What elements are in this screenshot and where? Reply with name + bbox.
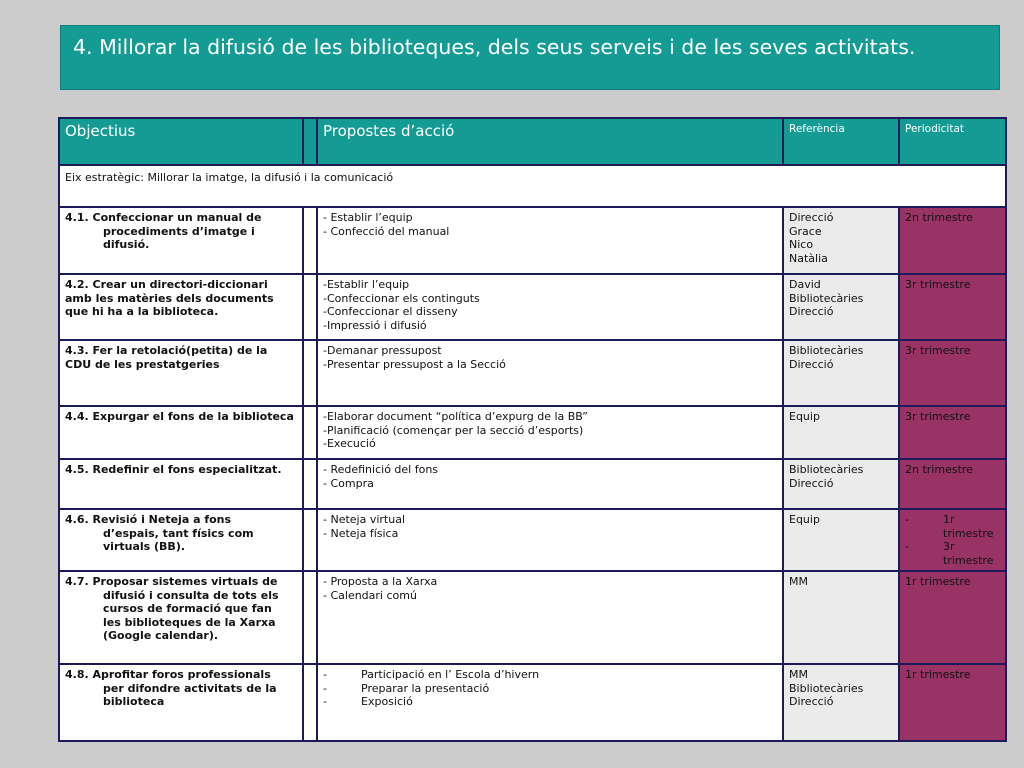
objective-text: 4.6. Revisió i Neteja a fons [65,513,232,526]
actions-cell [317,459,783,509]
objective-text-cont: cursos de formació que fan [103,602,272,615]
reference-name: Direcció [789,357,834,371]
reference-cell [783,571,899,664]
table-row [59,459,1006,509]
periodicity-cell [899,664,1006,741]
action-item: - Neteja física [323,526,399,540]
reference-name: Bibliotecàries [789,344,864,357]
actions-cell [317,571,783,664]
reference-cell [783,509,899,571]
reference-name: Direcció [789,476,834,490]
spacer-cell [303,274,317,340]
periodicity-line: trimestre [943,526,994,540]
action-item: - Proposta a la Xarxa [323,575,438,588]
reference-name: Grace [789,224,822,238]
table-row [59,571,1006,664]
dash-marker: - [323,668,327,681]
objective-text-cont: virtuals (BB). [103,540,186,553]
objective-cell [59,274,303,340]
objective-text-cont: difusió i consulta de tots els [103,588,279,602]
reference-cell [783,459,899,509]
objective-text-cont: per difondre activitats de la [103,681,277,695]
reference-name: Equip [789,410,820,423]
spacer-cell [303,340,317,406]
spacer-cell [303,509,317,571]
spacer-cell [303,406,317,459]
reference-name: Bibliotecàries [789,291,864,305]
reference-name: Bibliotecàries [789,681,864,695]
spacer-cell [303,459,317,509]
table-row [59,274,1006,340]
reference-name: Direcció [789,305,834,318]
objective-cell [59,340,303,406]
periodicity-cell [899,274,1006,340]
action-item: -Confeccionar els continguts [323,291,480,305]
periodicity-cell [899,459,1006,509]
reference-cell [783,340,899,406]
spacer-cell [303,571,317,664]
action-item: -Demanar pressupost [323,344,442,357]
periodicity-item [905,513,1000,540]
action-item: -Presentar pressupost a la Secció [323,357,506,371]
action-item: - Establir l’equip [323,211,413,224]
periodicity-cell [899,340,1006,406]
periodicity-text: 2n trimestre [905,211,973,224]
reference-name: Nico [789,238,814,251]
action-text: Preparar la presentació [361,681,490,695]
slide-title: 4. Millorar la difusió de les biblioteques, dels seus serveis i de les seves activitats. [60,25,1000,90]
periodicity-line: 3r [943,540,955,553]
reference-name: Equip [789,513,820,526]
table-row [59,509,1006,571]
actions-cell [317,207,783,274]
reference-name: David [789,278,821,291]
reference-cell [783,274,899,340]
action-item: -Elaborar document “política d’expurg de la BB” [323,410,588,423]
objective-text: 4.1. Confeccionar un manual de [65,211,262,224]
periodicity-text: 1r trimestre [905,575,971,588]
objective-text-cont: difusió. [103,238,150,251]
periodicity-cell [899,406,1006,459]
header-periodicitat: Periodicitat [899,118,1006,165]
objective-text-cont: les biblioteques de la Xarxa [103,615,276,629]
action-item: - Calendari comú [323,588,417,602]
reference-name: Direcció [789,211,834,224]
periodicity-text: 3r trimestre [905,278,971,291]
objective-text: 4.8. Aprofitar foros professionals [65,668,271,681]
reference-cell [783,406,899,459]
action-item [323,695,777,709]
actions-cell [317,274,783,340]
periodicity-list [905,513,1000,567]
action-item: - Redefinició del fons [323,463,439,476]
strategic-axis: Eix estratègic: Millorar la imatge, la difusió i la comunicació [59,165,1006,207]
periodicity-text [943,540,994,567]
table-row [59,340,1006,406]
action-text: Exposició [361,695,413,708]
actions-cell [317,406,783,459]
action-item: -Confeccionar el disseny [323,305,458,318]
objective-cell [59,509,303,571]
table-header-row [59,118,1006,165]
periodicity-item [905,540,1000,567]
action-item: - Confecció del manual [323,224,450,238]
objective-cell [59,664,303,741]
table-row [59,664,1006,741]
action-item: - Neteja virtual [323,513,406,526]
action-item: - Compra [323,476,374,490]
header-objectius: Objectius [59,118,303,165]
reference-cell [783,664,899,741]
action-text: Participació en l’ Escola d’hivern [361,668,540,681]
actions-cell [317,509,783,571]
action-item: -Execució [323,437,376,450]
action-list [323,668,777,709]
action-item [323,682,777,696]
objective-text-cont: procediments d’imatge i [103,224,255,238]
objective-cell [59,459,303,509]
periodicity-text: 2n trimestre [905,463,973,476]
actions-cell [317,340,783,406]
table-row [59,406,1006,459]
action-item: -Planificació (començar per la secció d’esports) [323,423,584,437]
periodicity-text: 3r trimestre [905,410,971,423]
periodicity-cell [899,207,1006,274]
objective-cell [59,571,303,664]
reference-name: Natàlia [789,251,828,265]
periodicity-cell [899,571,1006,664]
header-referencia: Referència [783,118,899,165]
dash-marker: - [905,513,909,526]
reference-name: Bibliotecàries [789,463,864,476]
spacer-cell [303,207,317,274]
objective-text: 4.4. Expurgar el fons de la biblioteca [65,410,294,423]
dash-marker: - [323,681,327,695]
periodicity-text: 3r trimestre [905,344,971,357]
dash-marker: - [905,540,909,553]
periodicity-line: trimestre [943,553,994,567]
objective-text-cont: d’espais, tant físics com [103,526,254,540]
objective-text: 4.7. Proposar sistemes virtuals de [65,575,278,588]
objective-text: 4.2. Crear un directori-diccionari amb les matèries dels documents que hi ha a la biblioteca. [65,278,274,318]
periodicity-text [943,513,994,540]
periodicity-line: 1r [943,513,955,526]
objective-text-cont: biblioteca [103,695,165,708]
objective-text: 4.5. Redefinir el fons especialitzat. [65,463,282,476]
action-item: -Impressió i difusió [323,318,427,332]
header-spacer [303,118,317,165]
reference-cell [783,207,899,274]
dash-marker: - [323,695,327,708]
periodicity-text: 1r trimestre [905,668,971,681]
objective-text-cont: (Google calendar). [103,629,219,642]
reference-name: MM [789,668,808,681]
periodicity-cell [899,509,1006,571]
objective-text: 4.3. Fer la retolació(petita) de la CDU de les prestatgeries [65,344,268,371]
strategic-axis-row [59,165,1006,207]
spacer-cell [303,664,317,741]
reference-name: Direcció [789,695,834,708]
objective-cell [59,406,303,459]
reference-name: MM [789,575,808,588]
action-plan-table [58,117,1007,742]
action-item: -Establir l’equip [323,278,410,291]
actions-cell [317,664,783,741]
header-propostes: Propostes d’acció [317,118,783,165]
action-item [323,668,777,682]
objective-cell [59,207,303,274]
table-row [59,207,1006,274]
